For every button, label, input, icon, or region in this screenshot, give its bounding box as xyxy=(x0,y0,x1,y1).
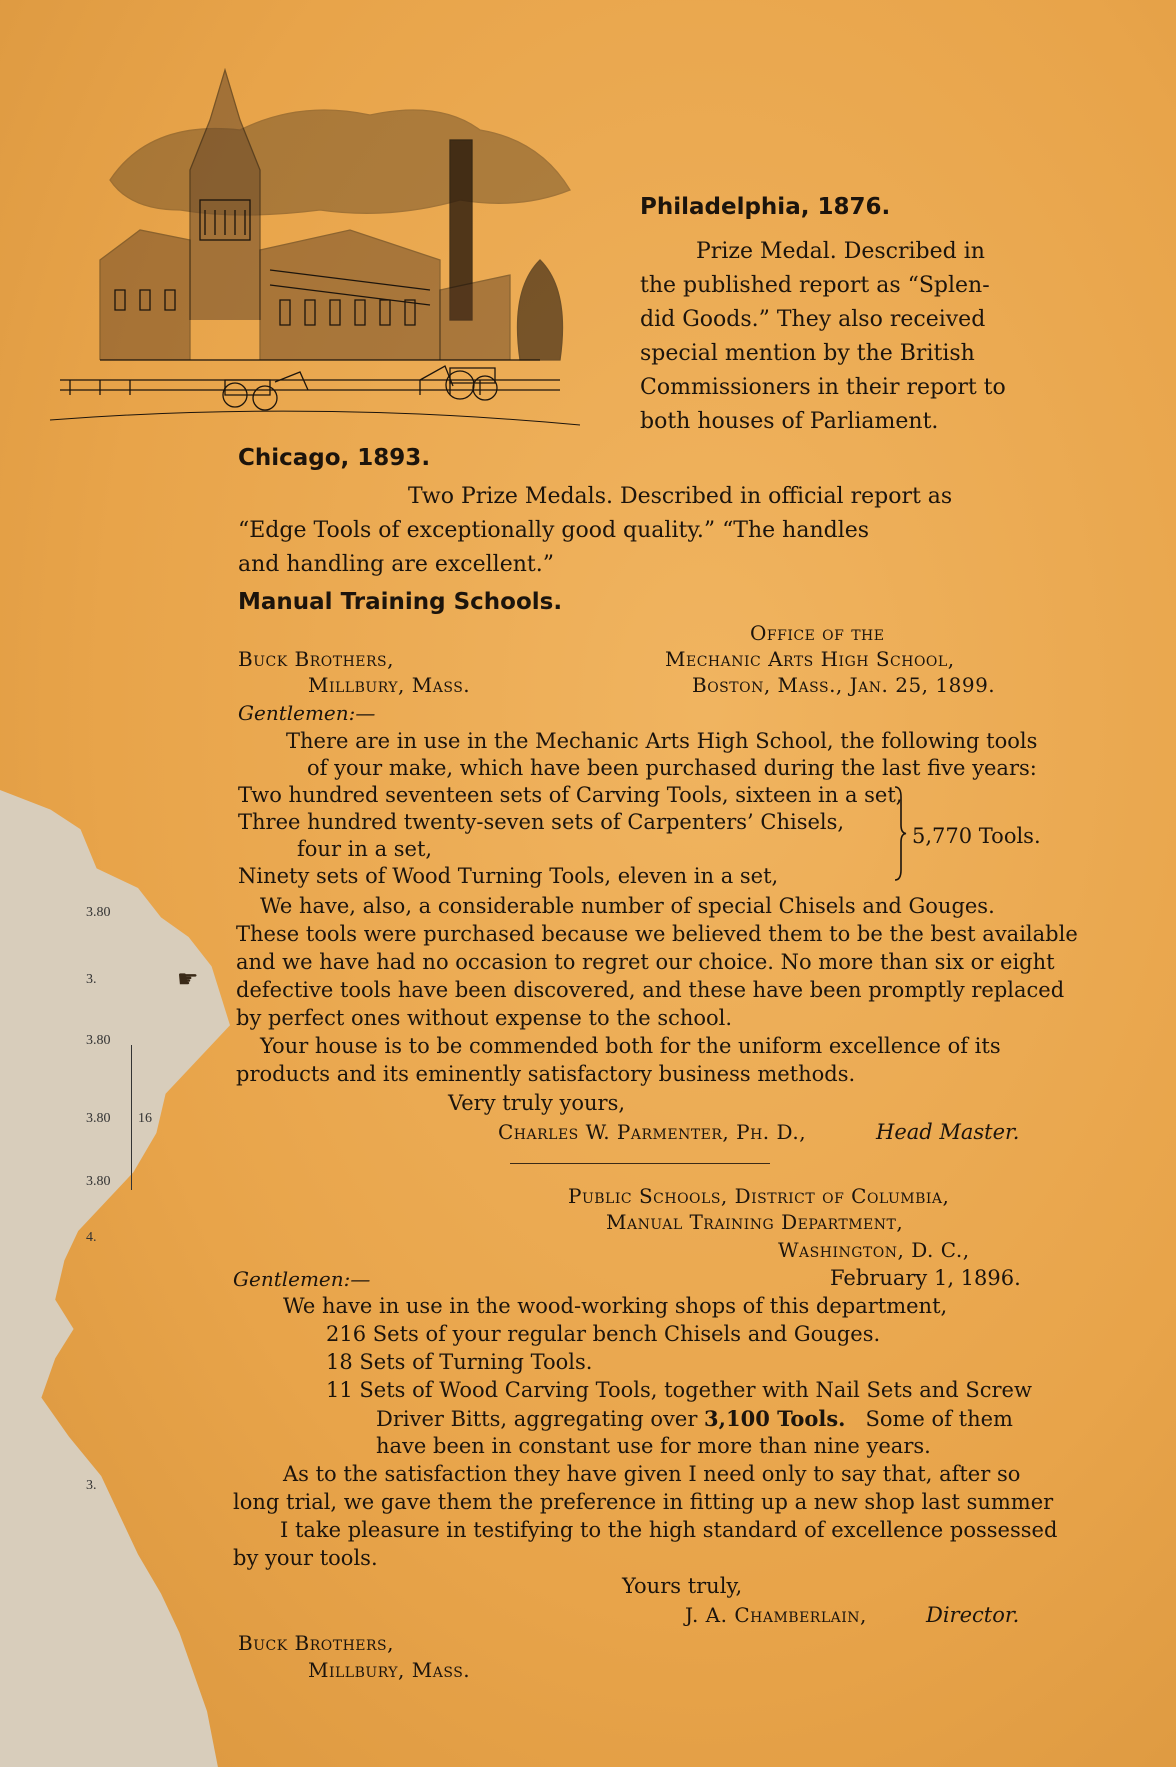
letter-line: and we have had no occasion to regret our choice. No more than six or eight xyxy=(236,950,1055,974)
addressee-line: Buck Brothers, xyxy=(238,647,394,671)
letter-line: by perfect ones without expense to the school. xyxy=(236,1006,733,1030)
letter-line: I take pleasure in testifying to the high standard of excellence possessed xyxy=(280,1518,1058,1542)
office-line: Mechanic Arts High School, xyxy=(665,647,955,671)
philadelphia-line: Commissioners in their report to xyxy=(640,375,1006,400)
item-text: Driver Bitts, aggregating over xyxy=(376,1407,705,1431)
philadelphia-line: special mention by the British xyxy=(640,341,975,366)
letter-line: products and its eminently satisfactory business methods. xyxy=(236,1062,856,1086)
letter-line: of your make, which have been purchased during the last five years: xyxy=(307,756,1037,780)
letter-line: by your tools. xyxy=(233,1546,378,1570)
letter-line: As to the satisfaction they have given I need only to say that, after so xyxy=(283,1462,1021,1486)
addressee-line: Millbury, Mass. xyxy=(308,673,471,697)
margin-number: 3. xyxy=(86,972,97,987)
signature-name: J. A. Chamberlain, xyxy=(685,1603,867,1627)
margin-number: 3.80 xyxy=(86,1111,111,1126)
tools-total: 5,770 Tools. xyxy=(912,824,1041,848)
item-text: Some of them xyxy=(845,1407,1013,1431)
letter-line: We have, also, a considerable number of special Chisels and Gouges. xyxy=(260,894,995,918)
section-divider xyxy=(510,1163,770,1164)
tool-list-item xyxy=(376,1408,1013,1430)
margin-number: 3.80 xyxy=(86,1174,111,1189)
torn-paper-edge xyxy=(0,790,230,1767)
tool-list-item: four in a set, xyxy=(297,837,433,861)
philadelphia-line: both houses of Parliament. xyxy=(640,409,939,434)
tool-list-item: Two hundred seventeen sets of Carving Tools, sixteen in a set, xyxy=(238,783,903,807)
heading-chicago: Chicago, 1893. xyxy=(238,445,431,471)
margin-number: 3.80 xyxy=(86,1033,111,1048)
tool-list-item: 18 Sets of Turning Tools. xyxy=(326,1350,593,1374)
dc-header-line: Washington, D. C., xyxy=(778,1238,970,1262)
closing: Yours truly, xyxy=(622,1574,743,1598)
margin-number: 4. xyxy=(86,1230,97,1245)
chicago-line: Two Prize Medals. Described in official report as xyxy=(408,484,953,509)
heading-manual-training-schools: Manual Training Schools. xyxy=(238,589,563,615)
tool-list-item: Three hundred twenty-seven sets of Carpenters’ Chisels, xyxy=(238,810,845,834)
philadelphia-line: Prize Medal. Described in xyxy=(696,239,985,264)
letter-line: These tools were purchased because we believed them to be the best available xyxy=(236,922,1078,946)
letter-line: We have in use in the wood-working shops of this department, xyxy=(283,1294,948,1318)
chicago-line: “Edge Tools of exceptionally good quality.” “The handles xyxy=(238,518,870,543)
salutation: Gentlemen:— xyxy=(233,1267,371,1291)
office-date-line: Boston, Mass., Jan. 25, 1899. xyxy=(692,673,996,697)
dc-header-line: Manual Training Department, xyxy=(606,1210,904,1234)
closing: Very truly yours, xyxy=(448,1091,626,1115)
heading-philadelphia: Philadelphia, 1876. xyxy=(640,194,891,220)
dc-date: February 1, 1896. xyxy=(830,1266,1021,1290)
letter-line: Your house is to be commended both for the uniform excellence of its xyxy=(260,1034,1001,1058)
margin-number: 3. xyxy=(86,1478,97,1493)
philadelphia-line: did Goods.” They also received xyxy=(640,307,986,332)
chicago-line: and handling are excellent.” xyxy=(238,552,554,577)
signature-name: Charles W. Parmenter, Ph. D., xyxy=(498,1120,807,1144)
addressee-line: Buck Brothers, xyxy=(238,1631,394,1655)
letter-line: long trial, we gave them the preference in fitting up a new shop last summer xyxy=(233,1490,1054,1514)
signature-title: Director. xyxy=(926,1603,1020,1627)
letter-line: There are in use in the Mechanic Arts High School, the following tools xyxy=(286,729,1038,753)
factory-building-engraving xyxy=(40,60,595,440)
letter-line: defective tools have been discovered, and these have been promptly replaced xyxy=(236,978,1065,1002)
tools-total: 3,100 Tools. xyxy=(704,1406,846,1431)
margin-bracket-line xyxy=(131,1045,132,1190)
pointing-hand-icon: ☛ xyxy=(177,965,199,993)
tool-list-item: 216 Sets of your regular bench Chisels and Gouges. xyxy=(326,1322,881,1346)
addressee-line: Millbury, Mass. xyxy=(308,1658,471,1682)
tool-list-item: Ninety sets of Wood Turning Tools, eleven in a set, xyxy=(238,864,779,888)
tool-list-item: 11 Sets of Wood Carving Tools, together with Nail Sets and Screw xyxy=(326,1378,1032,1402)
salutation: Gentlemen:— xyxy=(238,701,376,725)
margin-number: 3.80 xyxy=(86,905,111,920)
tool-list-item: have been in constant use for more than nine years. xyxy=(376,1434,931,1458)
dc-header-line: Public Schools, District of Columbia, xyxy=(568,1184,950,1208)
signature-title: Head Master. xyxy=(876,1120,1020,1144)
right-brace xyxy=(893,785,907,882)
margin-number-16: 16 xyxy=(138,1111,152,1126)
philadelphia-line: the published report as “Splen- xyxy=(640,273,990,298)
office-line: Office of the xyxy=(750,621,885,645)
